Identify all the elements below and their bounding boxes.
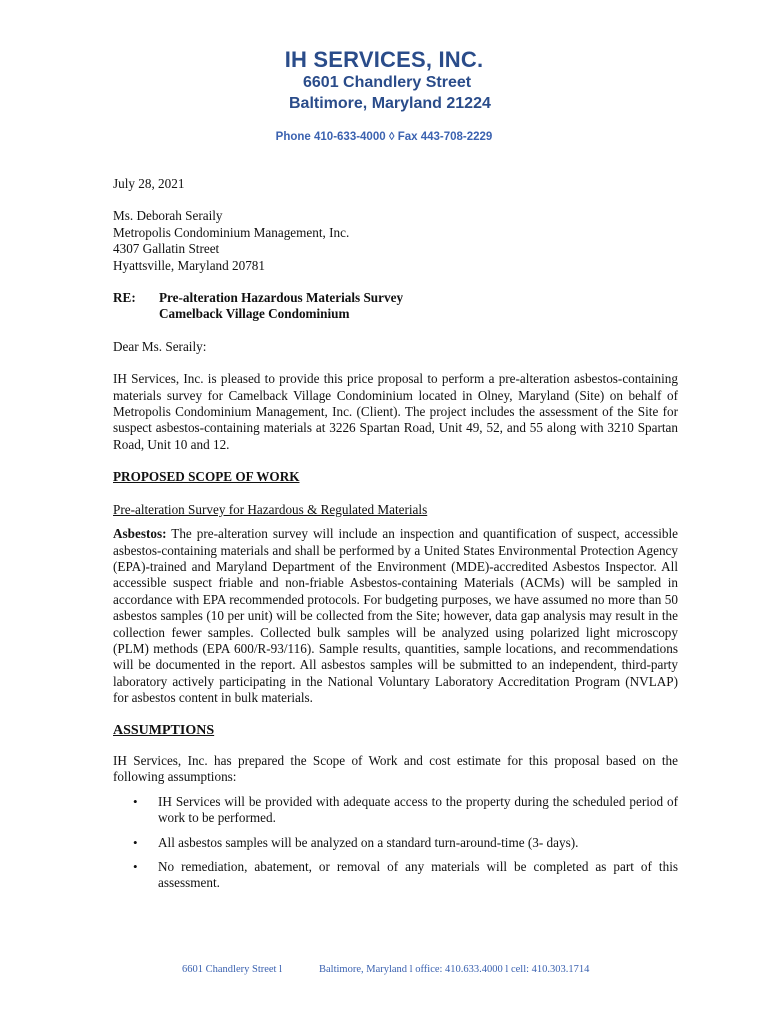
footer-street: 6601 Chandlery Street l bbox=[182, 964, 283, 975]
company-address-line1: 6601 Chandlery Street bbox=[303, 74, 472, 91]
footer-contact: Baltimore, Maryland l office: 410.633.4000 l cell: 410.303.1714 bbox=[319, 964, 590, 975]
assumptions-heading: ASSUMPTIONS bbox=[113, 722, 215, 738]
list-item-text: All asbestos samples will be analyzed on a standard turn-around-time (3- days). bbox=[158, 834, 579, 850]
letter-body bbox=[113, 176, 678, 900]
salutation: Dear Ms. Seraily: bbox=[113, 338, 207, 354]
recipient-line: Ms. Deborah Seraily bbox=[113, 208, 223, 224]
list-item-text: IH Services will be provided with adequate access to the property during the scheduled period of work to be performed. bbox=[158, 793, 678, 826]
company-address-line2: Baltimore, Maryland 21224 bbox=[289, 95, 491, 112]
assumptions-intro: IH Services, Inc. has prepared the Scope of Work and cost estimate for this proposal based on the following assumptions: bbox=[113, 752, 678, 785]
survey-subheading: Pre-alteration Survey for Hazardous & Regulated Materials bbox=[113, 501, 428, 517]
subject-lines bbox=[159, 290, 403, 323]
bullet-icon: • bbox=[133, 834, 138, 850]
company-phone-fax: Phone 410-633-4000 ◊ Fax 443-708-2229 bbox=[275, 131, 493, 143]
recipient-address bbox=[113, 208, 678, 274]
list-item bbox=[113, 835, 678, 851]
company-name: IH SERVICES, INC. bbox=[284, 47, 484, 72]
list-item-text: No remediation, abatement, or removal of any materials will be completed as part of this assessment. bbox=[158, 859, 678, 891]
intro-paragraph: IH Services, Inc. is pleased to provide this price proposal to perform a pre-alteration asbestos-containing materials survey for Camelback Village Condominium located in Olney, Maryland (Site) on behalf of Metropolis Condominium Management, Inc. (Client). The project includes the assessment of the Site for suspect asbestos-containing materials at 3226 Spartan Road, Unit 49, 52, and 55 along with 3210 Spartan Road, Unit 10 and 12. bbox=[113, 371, 678, 452]
letter-date: July 28, 2021 bbox=[113, 176, 185, 191]
recipient-line: Hyattsville, Maryland 20781 bbox=[113, 257, 265, 273]
list-item bbox=[113, 794, 678, 827]
subject-line1: Pre-alteration Hazardous Materials Survey bbox=[159, 290, 404, 306]
recipient-line: 4307 Gallatin Street bbox=[113, 241, 220, 257]
asbestos-label: Asbestos: bbox=[113, 526, 167, 542]
bullet-icon: • bbox=[133, 793, 138, 809]
asbestos-text: The pre-alteration survey will include an inspection and quantification of suspect, accessible asbestos-containing materials and shall be performed by a United States Environmental Protection Agency (EPA)-trained and Maryland Department of the Environment (MDE)-accredited Asbestos Inspector. All accessible suspect friable and non-friable Asbestos-containing Materials (ACMs) will be sampled in accordance with EPA recommended protocols. For budgeting purposes, we have assumed no more than 50 asbestos samples (10 per unit) will be collected from the Site; however, data gap analysis may result in the collection fewer samples. Collected bulk samples will be analyzed using polarized light microscopy (PLM) methods (EPA 600/R-93/116). Sample results, quantities, sample locations, and recommendations will be documented in the report. All asbestos samples will be submitted to an independent, third-party laboratory actively participating in the National Voluntary Laboratory Accreditation Program (NVLAP) for asbestos content in bulk materials. bbox=[113, 526, 678, 706]
recipient-line: Metropolis Condominium Management, Inc. bbox=[113, 224, 350, 240]
scope-heading: PROPOSED SCOPE OF WORK bbox=[113, 469, 300, 485]
assumptions-list bbox=[113, 794, 678, 892]
subject-block bbox=[113, 290, 678, 323]
subject-line2: Camelback Village Condominium bbox=[159, 306, 350, 322]
bullet-icon: • bbox=[133, 859, 138, 874]
list-item bbox=[113, 859, 678, 892]
subject-label: RE: bbox=[113, 290, 136, 306]
asbestos-paragraph bbox=[113, 526, 678, 706]
